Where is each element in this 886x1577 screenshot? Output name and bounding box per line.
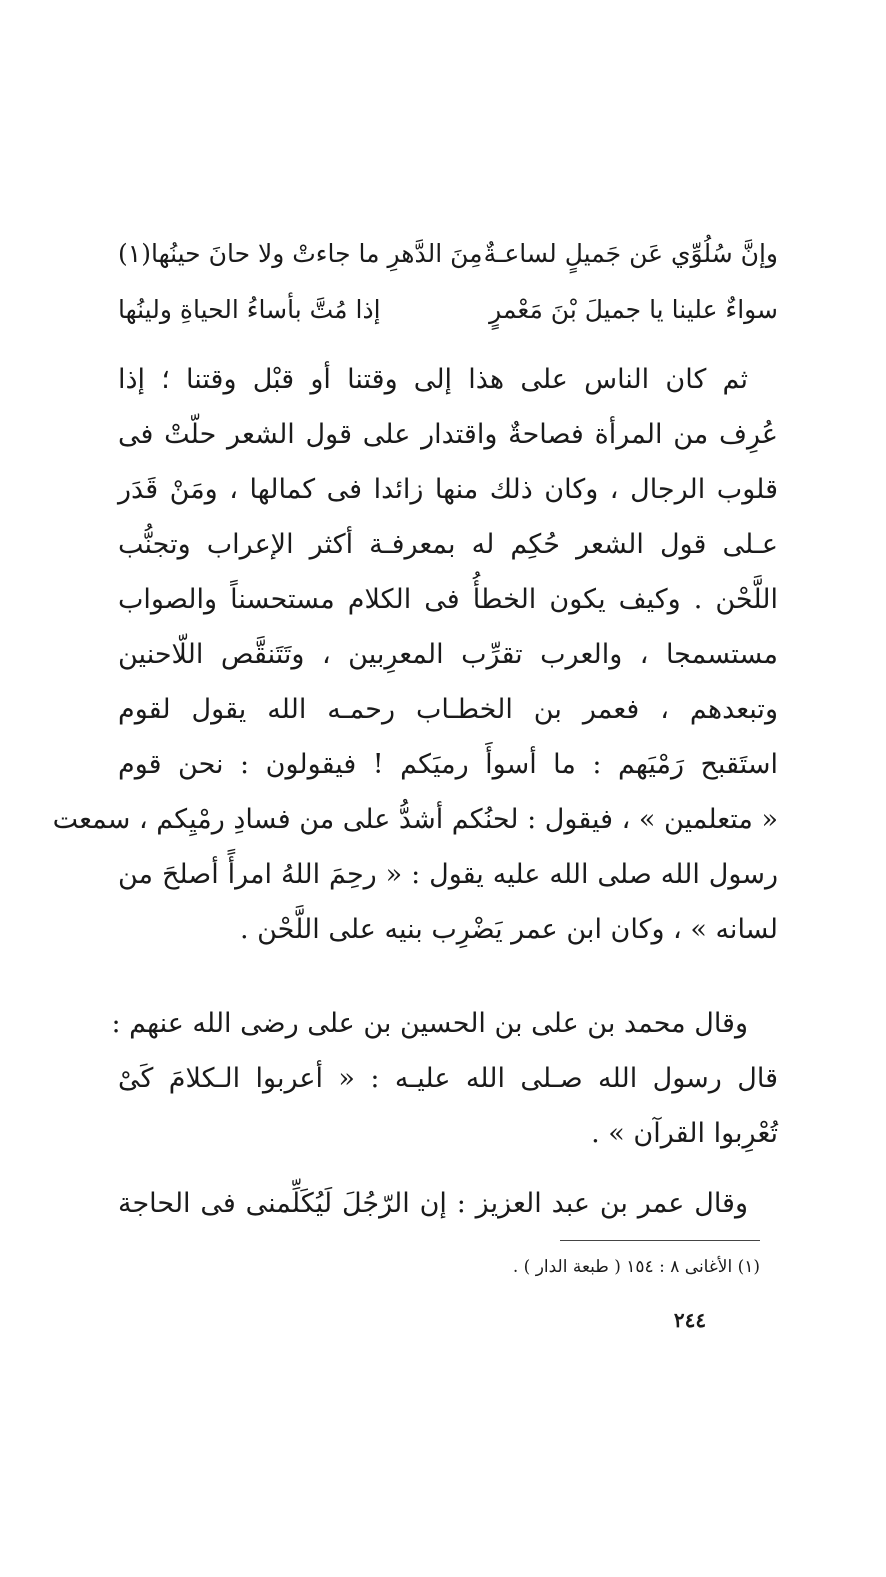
paragraph-3 xyxy=(118,1176,778,1231)
poem-verse xyxy=(118,226,778,338)
text-line: استَقبح رَمْيَهم : ما أسوأَ رميَكم ! فيقولون : نحن قوم xyxy=(118,749,778,780)
paragraph-2 xyxy=(111,996,778,1161)
paragraph-1 xyxy=(52,352,778,957)
footnote: (١) الأغانى ٨ : ١٥٤ ( طبعة الدار ) . xyxy=(512,1257,760,1277)
text-line: رسول الله صلى الله عليه يقول : « رحِمَ اللهُ امرأً أصلحَ من xyxy=(118,859,778,890)
text-line: وتبعدهم ، فعمر بن الخطـاب رحمـه الله يقول لقوم xyxy=(118,694,778,725)
text-line: وقال محمد بن على بن الحسين بن على رضى الله عنهم : xyxy=(111,1008,748,1039)
text-line: قال رسول الله صـلى الله عليـه : « أعربوا الـكلامَ كَىْ xyxy=(118,1063,778,1094)
verse-hemistich-second: إذا مُتَّ بأساءُ الحياةِ ولينُها xyxy=(118,295,381,324)
verse-line xyxy=(118,226,778,282)
verse-hemistich-first: سواءٌ علينا يا جميلَ بْنَ مَعْمرٍ xyxy=(489,295,778,324)
text-line: اللَّحْن . وكيف يكون الخطأُ فى الكلام مستحسناً والصواب xyxy=(118,584,778,615)
text-line: وقال عمر بن عبد العزيز : إن الرّجُلَ لَيُكَلِّمنى فى الحاجة xyxy=(118,1188,748,1219)
footnote-divider xyxy=(560,1240,760,1241)
text-line: تُعْرِبوا القرآن » . xyxy=(591,1118,778,1149)
verse-hemistich-first: وإنَّ سُلُوِّي عَن جَميلٍ لساعـةٌ xyxy=(483,239,778,268)
text-line: « متعلمين » ، فيقول : لحنُكم أشدُّ على من فسادِ رمْيِكم ، سمعت xyxy=(52,804,778,835)
text-line: مستسمجا ، والعرب تقرِّب المعرِبين ، وتَتَنقَّص اللّاحنين xyxy=(118,639,778,670)
text-line: عـلى قول الشعر حُكِم له بمعرفـة أكثر الإعراب وتجنُّب xyxy=(118,529,778,560)
verse-hemistich-second: مِنَ الدَّهرِ ما جاءتْ ولا حانَ حينُها(١) xyxy=(118,239,483,268)
text-line: لسانه » ، وكان ابن عمر يَضْرِب بنيه على اللَّحْن . xyxy=(239,914,778,945)
text-line: عُرِف من المرأة فصاحةٌ واقتدار على قول الشعر حلّتْ فى xyxy=(118,419,778,450)
text-line: قلوب الرجال ، وكان ذلك منها زائدا فى كمالها ، ومَنْ قَدَر xyxy=(118,474,778,505)
page-number: ٢٤٤ xyxy=(673,1308,707,1332)
text-line: ثم كان الناس على هذا إلى وقتنا أو قبْل وقتنا ؛ إذا xyxy=(118,364,748,395)
verse-line xyxy=(118,282,778,338)
